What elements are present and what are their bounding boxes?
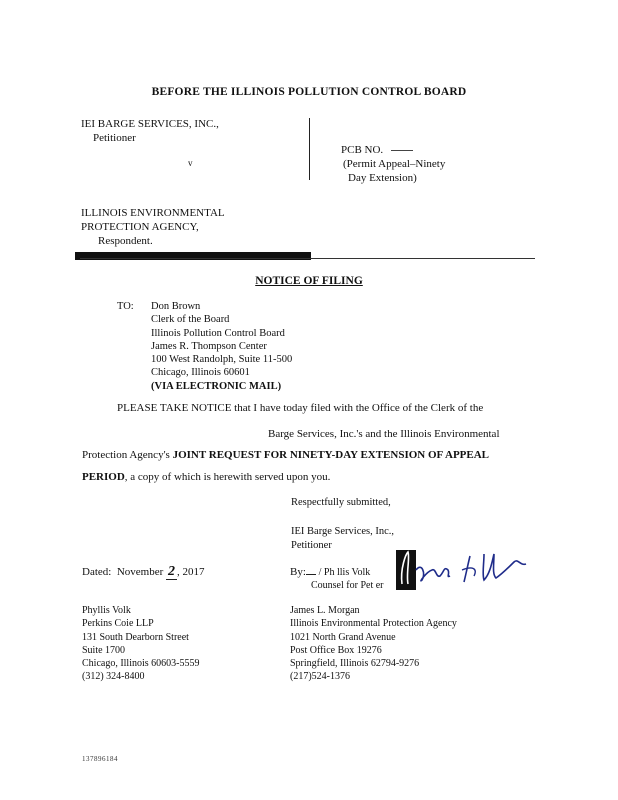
signature-block [291, 496, 391, 510]
pcb-number-blank [391, 150, 413, 151]
recipient-line: James R. Thompson Center [151, 340, 267, 352]
recipient-line: Illinois Pollution Control Board [151, 327, 285, 339]
address-line: (217)524-1376 [290, 671, 350, 683]
address-line: Illinois Environmental Protection Agency [290, 618, 457, 630]
address-line: Springfield, Illinois 62794-9276 [290, 658, 420, 670]
address-line: (312) 324-8400 [82, 671, 145, 683]
recipient-line: Clerk of the Board [151, 314, 230, 326]
body-line-2: Barge Services, Inc.'s and the Illinois Environmental [268, 428, 500, 440]
respondent-line1: ILLINOIS ENVIRONMENTAL [81, 207, 225, 219]
handwritten-signature [392, 544, 532, 600]
dated-year: , 2017 [177, 566, 205, 578]
notice-title: NOTICE OF FILING [255, 275, 363, 287]
closing: Respectfully submitted, [291, 497, 391, 508]
recipient-line: Chicago, Illinois 60601 [151, 367, 250, 379]
pcb-number-label: PCB NO. [341, 144, 384, 156]
respondent-line2: PROTECTION AGENCY, [81, 221, 199, 233]
caption-rule [80, 258, 535, 259]
address-line: Chicago, Illinois 60603-5559 [82, 658, 200, 670]
signer-name: / Ph llis Volk [318, 567, 371, 578]
body-line-4 [82, 471, 330, 483]
versus-label: v [188, 158, 193, 168]
address-line: James L. Morgan [290, 605, 360, 616]
document-heading: BEFORE THE ILLINOIS POLLUTION CONTROL BOARD [151, 86, 467, 98]
petitioner-role: Petitioner [93, 132, 136, 144]
document-title-part2: PERIOD [82, 471, 125, 483]
recipient-line: Don Brown [151, 301, 201, 312]
recipient-line: 100 West Randolph, Suite 11-500 [151, 354, 293, 366]
body-line-3-prefix: Protection Agency's [82, 449, 170, 461]
by-label: By: [290, 566, 306, 578]
delivery-method: (VIA ELECTRONIC MAIL) [151, 380, 282, 392]
address-block-right [290, 604, 457, 684]
address-line: 131 South Dearborn Street [82, 631, 189, 643]
party-name: IEI Barge Services, Inc., [291, 526, 395, 537]
case-caption-respondent [81, 206, 225, 248]
to-label: TO: [117, 301, 134, 312]
dated-label: Dated: [82, 566, 112, 578]
counsel-line: Counsel for Pet er [311, 580, 384, 591]
dated-line [82, 565, 205, 580]
by-line [290, 565, 370, 580]
body-line-4-rest: , a copy of which is herewith served upon you. [124, 471, 331, 483]
address-line: Perkins Coie LLP [82, 618, 154, 630]
caption-divider [309, 118, 310, 180]
dated-day: 2 [168, 564, 176, 579]
body-line-1: PLEASE TAKE NOTICE that I have today filed with the Office of the Clerk of the [117, 402, 484, 414]
party-block [291, 525, 394, 552]
document-id: 137896184 [82, 755, 118, 763]
document-title-part1: JOINT REQUEST FOR NINETY-DAY EXTENSION OF APPEAL [172, 449, 489, 461]
address-line: Suite 1700 [82, 644, 126, 656]
address-line: 1021 North Grand Avenue [290, 631, 396, 643]
body-line-3 [82, 449, 489, 461]
address-block-left [82, 604, 200, 684]
pcb-number [341, 143, 413, 157]
respondent-role: Respondent. [98, 235, 153, 247]
petitioner-name: IEI BARGE SERVICES, INC., [81, 118, 219, 130]
address-line: Post Office Box 19276 [290, 644, 382, 656]
party-role: Petitioner [291, 539, 332, 551]
recipient-block [151, 300, 292, 393]
case-caption-left [81, 117, 219, 170]
address-line: Phyllis Volk [82, 605, 131, 616]
case-type-line1: (Permit Appeal–Ninety [343, 158, 446, 170]
dated-month: November [116, 566, 164, 578]
case-type-line2: Day Extension) [348, 172, 417, 184]
